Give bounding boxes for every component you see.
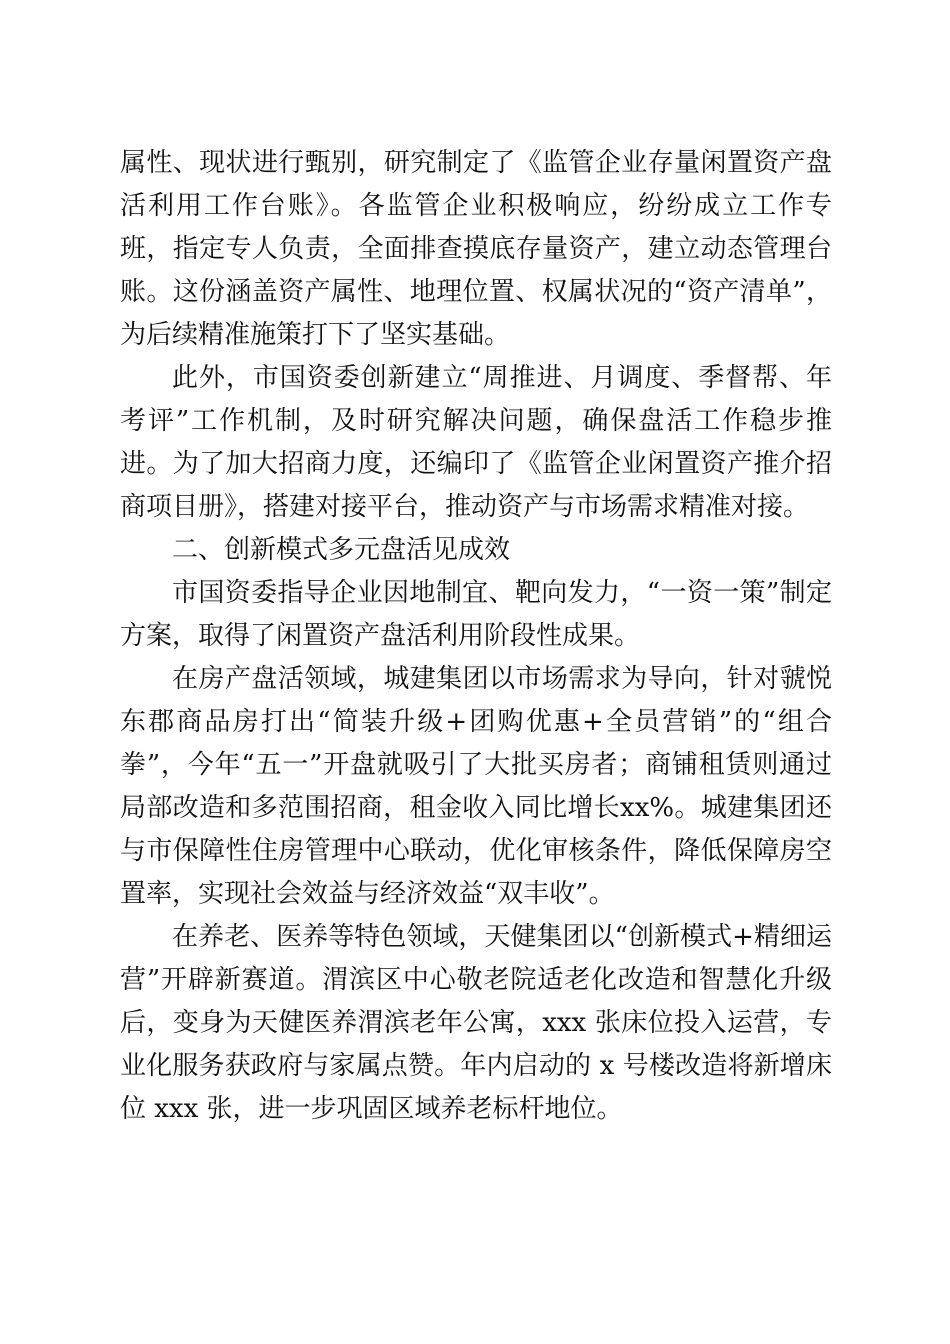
paragraph-continuation: 属性、现状进行甄别，研究制定了《监管企业存量闲置资产盘活利用工作台账》。各监管企业积极响应，纷纷成立工作专班，指定专人负责，全面排查摸底存量资产，建立动态管理台账。这份涵盖资产属性、地理位置、权属状况的“资产清单”，为后续精准施策打下了坚实基础。: [120, 148, 832, 350]
paragraph-mechanism: 此外，市国资委创新建立“周推进、月调度、季督帮、年考评”工作机制，及时研究解决问题，确保盘活工作稳步推进。为了加大招商力度，还编印了《监管企业闲置资产推介招商项目册》，搭建对接平台，推动资产与市场需求精准对接。: [120, 363, 832, 522]
paragraph-intro: 市国资委指导企业因地制宜、靶向发力，“一资一策”制定方案，取得了闲置资产盘活利用阶段性成果。: [120, 578, 832, 651]
paragraph-elderly-care: 在养老、医养等特色领域，天健集团以“创新模式+精细运营”开辟新赛道。渭滨区中心敬老院适老化改造和智慧化升级后，变身为天健医养渭滨老年公寓，xxx 张床位投入运营，专业化服务获政府与家属点赞。年内启动的 x 号楼改造将新增床位 xxx 张，进一步巩固区域养老标杆地位。: [120, 922, 832, 1124]
document-body: [120, 142, 832, 1131]
section-heading: 二、创新模式多元盘活见成效: [172, 535, 511, 565]
paragraph-real-estate: 在房产盘活领域，城建集团以市场需求为导向，针对虢悦东郡商品房打出“简装升级+团购优惠+全员营销”的“组合拳”，今年“五一”开盘就吸引了大批买房者；商铺租赁则通过局部改造和多范围招商，租金收入同比增长xx%。城建集团还与市保障性住房管理中心联动，优化审核条件，降低保障房空置率，实现社会效益与经济效益“双丰收”。: [120, 664, 832, 909]
